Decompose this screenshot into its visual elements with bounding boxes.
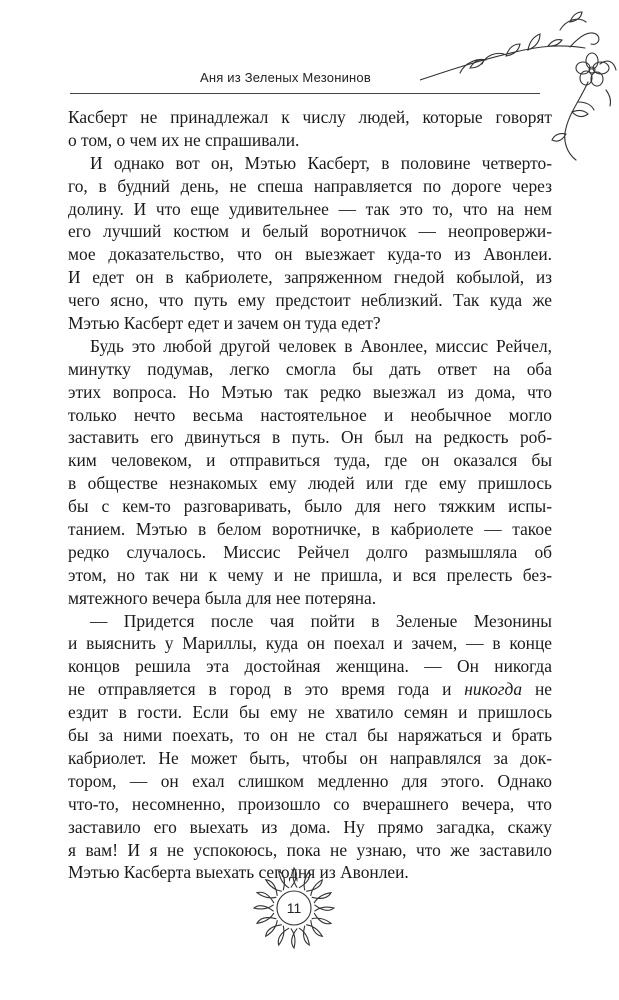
text-line: бы за ними поехать, то он не стал бы наряжаться и брать [68, 725, 552, 746]
text-line: этом, но так ни к чему и не пришла, и вся прелесть без- [68, 564, 552, 585]
text-line: тором, — он ехал слишком медленно для этого. Однако [68, 770, 552, 791]
text-line: И однако вот он, Мэтью Касберт, в половине четверто- [90, 152, 552, 173]
text-line: и выяснить у Мариллы, куда он поехал и зачем, — в конце [68, 633, 552, 654]
text-line: мое доказательство, что он выезжает куда-то из Авонлеи. [68, 244, 552, 265]
text-line: этих вопроса. Но Мэтью так редко выезжал из дома, что [68, 381, 552, 402]
text-line [68, 678, 552, 701]
text-line: — Придется после чая пойти в Зеленые Мезонины [90, 610, 552, 631]
text-segment: не отправляется в город в это время года и [68, 679, 465, 700]
body-text [68, 106, 552, 884]
text-line: минутку подумав, легко смогла бы дать ответ на оба [68, 358, 552, 379]
text-line: концов решила эта достойная женщина. — Он никогда [68, 656, 552, 677]
text-line: редко случалось. Миссис Рейчел долго размышляла об [68, 541, 552, 562]
text-line: его лучший костюм и белый воротничок — неопровержи- [68, 221, 552, 242]
header-divider [70, 93, 540, 94]
emphasis-word: никогда [464, 679, 523, 700]
page-number: 11 [286, 900, 302, 916]
text-line: о том, о чем их не спрашивали. [68, 129, 300, 150]
text-line: заставило его выехать из дома. Ну прямо загадка, скажу [68, 816, 552, 837]
text-line: только нечто весьма настоятельное и необычное могло [68, 404, 552, 425]
text-line: чего ясно, что путь ему предстоит неблизкий. Так куда же [68, 290, 552, 311]
text-line: Будь это любой другой человек в Авонлее, миссис Рейчел, [90, 335, 552, 356]
text-line: Касберт не принадлежал к числу людей, которые говорят [68, 107, 552, 127]
folio [248, 862, 340, 954]
text-line: заставить его двинуться в путь. Он был на редкость роб- [68, 427, 552, 448]
text-line: го, в будний день, не спеша направляется по дороге через [68, 175, 552, 196]
text-line: в обществе незнакомых ему людей или где ему пришлось [68, 473, 552, 494]
text-line: Мэтью Касберт едет и зачем он туда едет? [68, 313, 381, 334]
text-line: ким человеком, и отправиться туда, где он оказался бы [68, 450, 552, 471]
text-line: мятежного вечера была для нее потеряна. [68, 587, 377, 608]
text-line: ездит в гости. Если бы ему не хватило семян и пришлось [68, 702, 552, 723]
text-line: кабриолет. Не может быть, чтобы он направлялся за док- [68, 747, 552, 768]
text-line: бы с кем-то разговаривать, было для него тяжким испы- [68, 496, 552, 517]
text-line: Мэтью Касберта выехать сегодня из Авонлеи. [68, 862, 409, 883]
text-line: И едет он в кабриолете, запряженном гнедой кобылой, из [68, 267, 552, 288]
text-line: что-то, несомненно, произошло со вчерашнего вечера, что [68, 793, 552, 814]
text-line: я вам! И я не успокоюсь, пока не узнаю, что же заставило [68, 839, 552, 860]
text-segment: не [522, 679, 552, 700]
text-line: танием. Мэтью в белом воротничке, в кабриолете — такое [68, 519, 552, 540]
running-title: Аня из Зеленых Мезонинов [200, 70, 371, 85]
text-line: долину. И что еще удивительнее — так это то, что на нем [68, 198, 552, 219]
